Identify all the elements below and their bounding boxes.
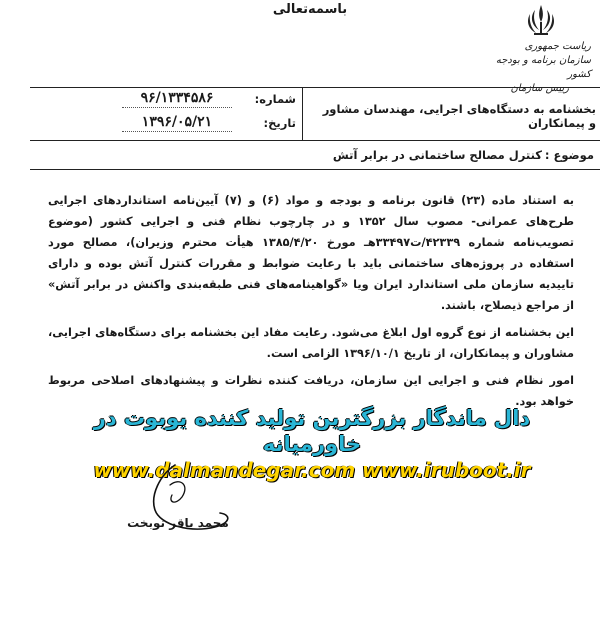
letter-body [48, 190, 574, 418]
date-value: ۱۳۹۶/۰۵/۲۱ [122, 114, 232, 132]
org-line-head: رییس سازمان [510, 83, 569, 94]
date-label: تاریخ: [263, 116, 296, 130]
letter-heading: باسمه‌تعالی [272, 2, 348, 17]
org-line-organization: سازمان برنامه و بودجه کشور [495, 55, 591, 80]
body-paragraph-2: این بخشنامه از نوع گروه اول ابلاغ می‌شود. رعایت مفاد این بخشنامه برای دستگاه‌های اجرایی، مشاوران و پیمانکاران، از تاریخ ۱۳۹۶/۱۰/۱ الزامی است. [48, 326, 574, 360]
org-line-presidency: ریاست جمهوری [524, 41, 591, 52]
subject-label: موضوع : [544, 148, 594, 162]
date-row [80, 116, 302, 136]
subject-bar [30, 145, 600, 170]
number-label: شماره: [254, 92, 296, 106]
letter-meta-box [30, 87, 600, 141]
recipients-line: بخشنامه به دستگاه‌های اجرایی، مهندسان مشاور و پیمانکاران [322, 102, 596, 130]
watermark-urls: www.dalmandegar.com www.iruboot.ir [93, 458, 531, 482]
iran-emblem-icon [523, 2, 559, 38]
meta-divider [302, 88, 303, 140]
body-paragraph-3: امور نظام فنی و اجرایی این سازمان، دریافت کننده نظرات و پیشنهادهای اصلاحی مربوط خواهد بود. [48, 374, 574, 408]
signer-name: محمد باقر نوبخت [127, 516, 229, 530]
handwritten-signature [120, 455, 240, 545]
number-row [80, 92, 302, 112]
number-value: ۹۶/۱۳۳۴۵۸۶ [122, 90, 232, 108]
watermark-slogan: دال ماندگار بزرگترین تولید کننده یوبوت در خاورمیانه [93, 406, 531, 456]
body-paragraph-1: به استناد ماده (۲۳) قانون برنامه و بودجه و مواد (۶) و (۷) آیین‌نامه استانداردهای اجرایی طرح‌های عمرانی- مصوب سال ۱۳۵۲ و در چارچوب نظام فنی و اجرایی کشور (موضوع تصویب‌نامه شماره ۴۲۳۳۹/ت۳۳۴۹۷هـ مورخ ۱۳۸۵/۴/۲۰ هیأت محترم وزیران)، مصالح مورد استفاده در پروژه‌های ساختمانی باید با رعایت ضوابط و مقررات کنترل آتش بوده و دارای تاییدیه سازمان ملی استاندارد ایران ویا «گواهینامه‌های فنی طبقه‌بندی واکنش در برابر آتش» از مراجع ذیصلاح، باشند. [48, 194, 575, 312]
subject-text: کنترل مصالح ساختمانی در برابر آتش [332, 148, 542, 162]
